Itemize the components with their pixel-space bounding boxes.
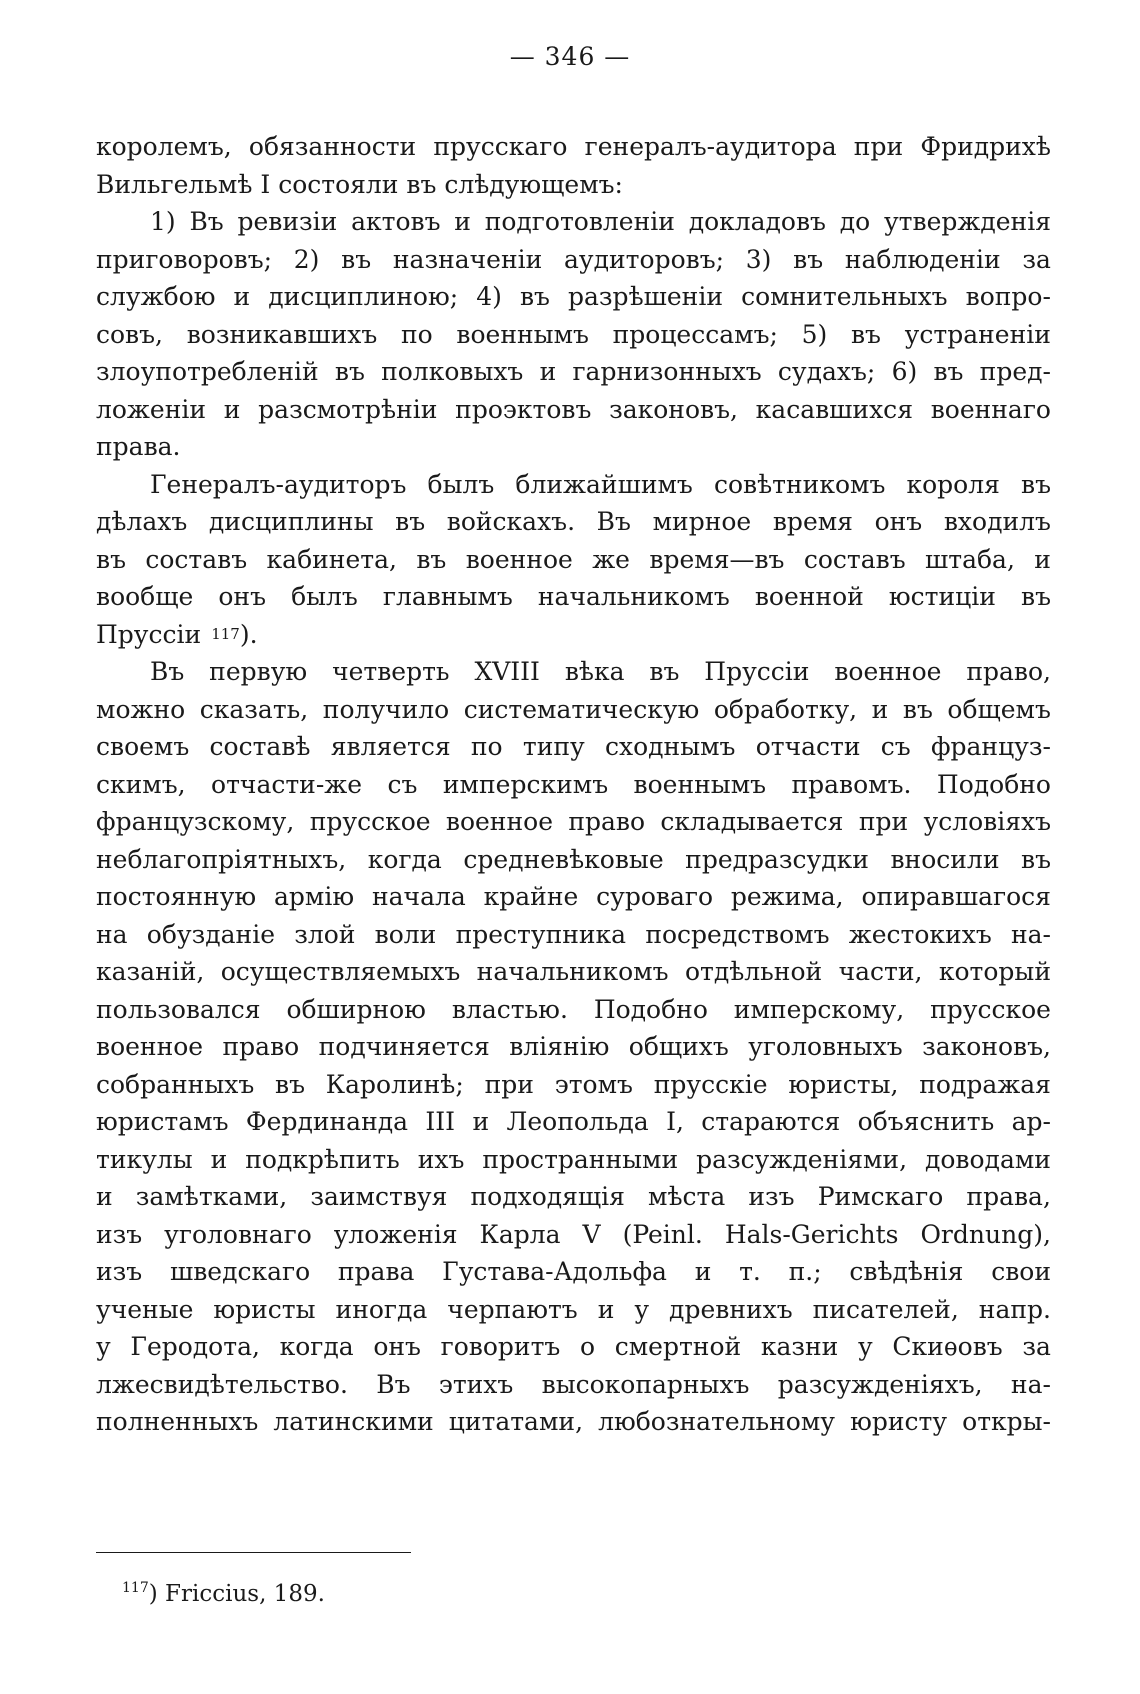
word: сомнительныхъ (741, 282, 948, 311)
word: же (592, 544, 630, 574)
word: за (1022, 244, 1051, 274)
word: Въ (189, 207, 224, 236)
word: въ (649, 657, 680, 686)
word: прусское (930, 994, 1051, 1024)
word: III (425, 1107, 456, 1136)
word: полненныхъ (96, 1407, 259, 1436)
word: пространными (482, 1144, 679, 1174)
text-line (96, 503, 1051, 541)
word: приговоровъ; (96, 244, 273, 274)
word: писателей, (812, 1294, 959, 1324)
word: который (938, 957, 1051, 986)
word: разрѣшеніи (568, 282, 723, 311)
word: до (839, 207, 871, 236)
word: суроваго (596, 882, 714, 911)
word: Скиѳовъ (892, 1332, 1003, 1361)
word: былъ (427, 469, 495, 499)
word: въ (395, 507, 426, 536)
word: правомъ. (791, 769, 912, 799)
word: законовъ, (922, 1032, 1051, 1061)
text-line (96, 391, 1051, 429)
text-line (96, 1403, 1051, 1441)
word: обязанности (248, 132, 417, 161)
word: въ (1021, 469, 1051, 499)
word: собранныхъ (96, 1069, 255, 1099)
text-line (96, 1253, 1051, 1291)
word: Генералъ-аудиторъ (150, 469, 407, 499)
word: право, (966, 657, 1051, 686)
word: уложенія (333, 1219, 458, 1249)
word: по (470, 732, 503, 761)
word: въ (933, 357, 964, 386)
word: былъ (291, 582, 358, 611)
word: когда (367, 844, 442, 874)
text-line (96, 1178, 1051, 1216)
word: Hals-Gerichts (724, 1219, 899, 1249)
word: на (96, 919, 128, 949)
text-line (96, 316, 1051, 354)
word: доводами (924, 1144, 1051, 1174)
word: въ (275, 1069, 306, 1099)
word: въ (1021, 582, 1051, 611)
word: систематическую (463, 694, 700, 724)
word: онъ (874, 507, 923, 536)
word: юристамъ (96, 1107, 229, 1136)
word: въ (519, 282, 550, 311)
word: Геродота, (130, 1332, 260, 1361)
word: цитатами, (448, 1407, 584, 1436)
word: въ (902, 694, 933, 724)
word: назначеніи (392, 244, 543, 274)
word: въ (341, 244, 372, 274)
text-line (96, 541, 1051, 579)
word: имперскому, (733, 994, 905, 1024)
word: дисциплины (208, 507, 374, 536)
word: смертной (614, 1332, 742, 1361)
word: составъ (145, 544, 248, 574)
word: изъ (96, 1219, 143, 1249)
word: (Peinl. (622, 1219, 703, 1249)
word: осуществляемыхъ (220, 957, 461, 986)
word: въ (416, 544, 447, 574)
word: Въ (150, 657, 185, 686)
word: получило (322, 694, 450, 724)
word: п.; (788, 1257, 822, 1286)
footnote (122, 1580, 325, 1607)
word: войскахъ. (446, 507, 576, 536)
word: казаній, (96, 957, 205, 986)
word: начала (371, 882, 466, 911)
text-line (96, 1028, 1051, 1066)
word: напр. (978, 1294, 1051, 1324)
text-line (96, 128, 1051, 166)
word: отдѣльной (684, 957, 823, 986)
word: и (454, 207, 471, 236)
word: пред- (979, 357, 1051, 386)
word: аудиторовъ; (564, 244, 725, 274)
word: въ (334, 357, 365, 386)
text-line (96, 803, 1051, 841)
word: въ (96, 544, 126, 574)
text-line (96, 1216, 1051, 1254)
word: кабинета, (266, 544, 397, 574)
word: любознательному (598, 1407, 836, 1436)
word: тикулы (96, 1144, 193, 1174)
word: 5) (801, 319, 828, 349)
body-text (96, 128, 1051, 1441)
word: предразсудки (685, 844, 869, 874)
word: прусскіе (653, 1069, 768, 1099)
word: мирное (652, 507, 752, 536)
word: I, (666, 1107, 684, 1136)
footnote-reference: 117 (211, 624, 240, 643)
word: отчасти-же (211, 769, 363, 799)
word: Ordnung), (920, 1219, 1051, 1249)
text-line (96, 991, 1051, 1029)
word: злоупотребленій (96, 357, 319, 386)
text-line (96, 953, 1051, 991)
word: военнымъ (633, 769, 767, 799)
text-line (96, 1103, 1051, 1141)
word: начальникомъ (537, 582, 730, 611)
word: права (337, 1257, 415, 1286)
word: казни (760, 1332, 839, 1361)
text-line: Вильгельмѣ I состояли въ слѣдующемъ: (96, 169, 623, 199)
word: латинскими (273, 1407, 434, 1436)
word: иногда (335, 1294, 428, 1324)
word: вопро- (965, 282, 1051, 311)
word: входилъ (943, 507, 1051, 536)
word: въ (850, 319, 881, 349)
word: устраненіи (904, 319, 1051, 349)
word: обширною (286, 994, 426, 1024)
word: объяснить (857, 1107, 995, 1136)
word: своемъ (96, 732, 190, 761)
word: высокопарныхъ (541, 1369, 750, 1399)
word: Фридрихѣ (920, 132, 1051, 161)
word: онъ (218, 582, 266, 611)
page-number: — 346 — (509, 42, 631, 71)
word: въ (1021, 844, 1051, 874)
word: уголовныхъ (748, 1032, 903, 1061)
text-line-suffix: ). (239, 619, 258, 649)
word: заимствуя (310, 1182, 448, 1211)
text-line (96, 728, 1051, 766)
word: стараются (701, 1107, 841, 1136)
word: короля (906, 469, 1000, 499)
word: составъ (803, 544, 906, 574)
word: Въ (596, 507, 631, 536)
word: гарнизонныхъ (572, 357, 762, 386)
text-line (96, 353, 1051, 391)
word: вносили (890, 844, 1000, 874)
word: Леопольда (506, 1107, 649, 1136)
word: службою (96, 282, 216, 311)
word: законовъ, (609, 394, 738, 424)
word: разсмотрѣніи (258, 394, 438, 424)
text-line (96, 653, 1051, 691)
word: Густава-Адольфа (442, 1257, 667, 1286)
footnote-text: ) Friccius, 189. (148, 1581, 325, 1607)
word: ближайшимъ (515, 469, 693, 499)
word: совѣтникомъ (713, 469, 886, 499)
word: утвержденія (883, 207, 1051, 236)
word: пользовался (96, 994, 261, 1024)
word: сходнымъ (604, 732, 736, 761)
word: этомъ (554, 1069, 633, 1099)
word: т. (739, 1257, 761, 1286)
word: вѣка (564, 657, 625, 686)
word: Фердинанда (245, 1107, 409, 1136)
word: 1) (150, 207, 176, 236)
word: изъ (748, 1182, 795, 1211)
word: и (233, 282, 251, 311)
word: онъ (373, 1332, 421, 1361)
word: военнаго (930, 394, 1051, 424)
word: Карла (479, 1219, 561, 1249)
word: говоритъ (440, 1332, 561, 1361)
word: 2) (293, 244, 320, 274)
text-line (96, 203, 1051, 241)
word: когда (279, 1332, 354, 1361)
word: отчасти (755, 732, 861, 761)
word: докладовъ (688, 207, 826, 236)
word: обузданіе (146, 919, 275, 949)
word: штаба, (925, 544, 1015, 574)
word: и (871, 694, 889, 724)
word: процессамъ; (612, 319, 778, 349)
text-line (96, 1328, 1051, 1366)
word: въ (793, 244, 824, 274)
word: обработку, (713, 694, 858, 724)
word: составѣ (209, 732, 311, 761)
word: подчиняется (318, 1032, 490, 1061)
word: главнымъ (382, 582, 513, 611)
word: свѣдѣнія (849, 1257, 964, 1286)
text-line (96, 466, 1051, 504)
word: ученые (96, 1294, 194, 1324)
word: откры- (962, 1407, 1051, 1436)
word: ихъ (417, 1144, 465, 1174)
text-line (96, 691, 1051, 729)
word: 6) (891, 357, 918, 386)
word: имперскимъ (442, 769, 609, 799)
word: ложеніи (96, 394, 207, 424)
word: по (401, 319, 433, 349)
word: 4) (476, 282, 502, 311)
word: право (222, 1032, 300, 1061)
word: замѣтками, (135, 1182, 288, 1211)
text-line (96, 278, 1051, 316)
word: французскому, (96, 807, 295, 836)
word: военное (445, 807, 553, 836)
word: генералъ-аудитора (584, 132, 837, 161)
word: сказать, (199, 694, 309, 724)
word: лжесвидѣтельство. (96, 1369, 348, 1399)
word: четверть (332, 657, 450, 686)
word: злой (294, 919, 356, 949)
text-line (96, 578, 1051, 616)
word: подходящія (470, 1182, 625, 1211)
word: условіяхъ (923, 807, 1051, 836)
word: военное (465, 544, 573, 574)
word: ревизіи (237, 207, 338, 236)
word: посредствомъ (645, 919, 830, 949)
word: военное (96, 1032, 204, 1061)
word: преступника (455, 919, 627, 949)
word: крайне (483, 882, 579, 911)
footnote-divider (96, 1552, 411, 1553)
word: Въ (376, 1369, 411, 1399)
word: прусскаго (433, 132, 568, 161)
word: мѣста (648, 1182, 726, 1211)
word: королемъ, (96, 132, 232, 161)
word: юстиціи (888, 582, 996, 611)
word: дѣлахъ (96, 507, 188, 536)
word: этихъ (438, 1369, 514, 1399)
word: и (1034, 544, 1051, 574)
word: и (597, 1294, 615, 1324)
word: V (582, 1219, 601, 1249)
word: возникавшихъ (186, 319, 378, 349)
word: право (568, 807, 646, 836)
word: общемъ (947, 694, 1051, 724)
word: и (472, 1107, 490, 1136)
word: древнихъ (669, 1294, 793, 1324)
word: военной (754, 582, 864, 611)
word: у (634, 1294, 650, 1324)
word: свои (991, 1257, 1051, 1286)
word: проэктовъ (455, 394, 592, 424)
word: юристы, (788, 1069, 899, 1099)
word: общихъ (628, 1032, 729, 1061)
word: дисциплиною; (268, 282, 459, 311)
word: 3) (745, 244, 772, 274)
word: разсужденіями, (696, 1144, 908, 1174)
word: опиравшагося (861, 882, 1051, 911)
word: жестокихъ (848, 919, 992, 949)
word: и (210, 1144, 228, 1174)
text-line (96, 1141, 1051, 1179)
word: и (223, 394, 241, 424)
word: при (853, 132, 904, 161)
word: первую (209, 657, 308, 686)
text-line: Пруссіи 117 ). (96, 616, 1051, 654)
word: француз- (930, 732, 1051, 761)
word: режима, (730, 882, 844, 911)
word: совъ, (96, 319, 163, 349)
word: можно (96, 694, 186, 724)
word: скимъ, (96, 769, 186, 799)
word: наблюденіи (844, 244, 1001, 274)
text-line (96, 766, 1051, 804)
text-line (96, 1291, 1051, 1329)
word: разсужденіяхъ, (777, 1369, 983, 1399)
word: подражая (919, 1069, 1051, 1099)
text-line (96, 1066, 1051, 1104)
word: Подобно (936, 769, 1051, 799)
word: Пруссіи (704, 657, 810, 686)
word: юристу (850, 1407, 948, 1436)
text-line (96, 241, 1051, 279)
word: юристы (213, 1294, 316, 1324)
word: съ (880, 732, 911, 761)
word: на- (1010, 1369, 1051, 1399)
text-line (96, 916, 1051, 954)
word: подготовленіи (484, 207, 675, 236)
text-line (96, 878, 1051, 916)
word: является (330, 732, 451, 761)
word: вообще (96, 582, 194, 611)
word: XVIII (474, 657, 540, 686)
word: и (694, 1257, 712, 1286)
word: уголовнаго (164, 1219, 312, 1249)
word: судахъ; (777, 357, 876, 386)
word: Подобно (593, 994, 708, 1024)
word: части, (838, 957, 923, 986)
word: касавшихся (755, 394, 913, 424)
word: съ (387, 769, 418, 799)
word: на- (1010, 919, 1051, 949)
word: актовъ (351, 207, 441, 236)
word: о (580, 1332, 596, 1361)
word: армію (274, 882, 355, 911)
word: у (96, 1332, 111, 1361)
word: воли (374, 919, 437, 949)
word: властью. (451, 994, 568, 1024)
word: неблагопріятныхъ, (96, 844, 347, 874)
word: Римскаго (817, 1182, 944, 1211)
word: ар- (1011, 1107, 1051, 1136)
word: прусское (309, 807, 431, 836)
word: время (772, 507, 853, 536)
word: и (96, 1182, 113, 1211)
word: Каролинѣ; (325, 1069, 464, 1099)
text-line: права. (96, 432, 181, 461)
word: шведскаго (169, 1257, 311, 1286)
word: изъ (96, 1257, 143, 1286)
word: и (539, 357, 557, 386)
word: начальникомъ (476, 957, 669, 986)
word: постоянную (96, 882, 257, 911)
word: при (858, 807, 909, 836)
word: черпаютъ (447, 1294, 578, 1324)
word: военное (834, 657, 942, 686)
word: складывается (660, 807, 844, 836)
word: у (858, 1332, 873, 1361)
word: права, (966, 1182, 1051, 1211)
text-line (96, 841, 1051, 879)
text-line (96, 1366, 1051, 1404)
word: вліянію (509, 1032, 610, 1061)
word: за (1022, 1332, 1051, 1361)
word: при (484, 1069, 534, 1099)
word: военнымъ (456, 319, 589, 349)
word: время—въ (649, 544, 785, 574)
word: средневѣковые (463, 844, 664, 874)
footnote-marker: 117 (122, 1580, 149, 1596)
word: подкрѣпить (245, 1144, 400, 1174)
word: полковыхъ (381, 357, 524, 386)
word: типу (522, 732, 585, 761)
